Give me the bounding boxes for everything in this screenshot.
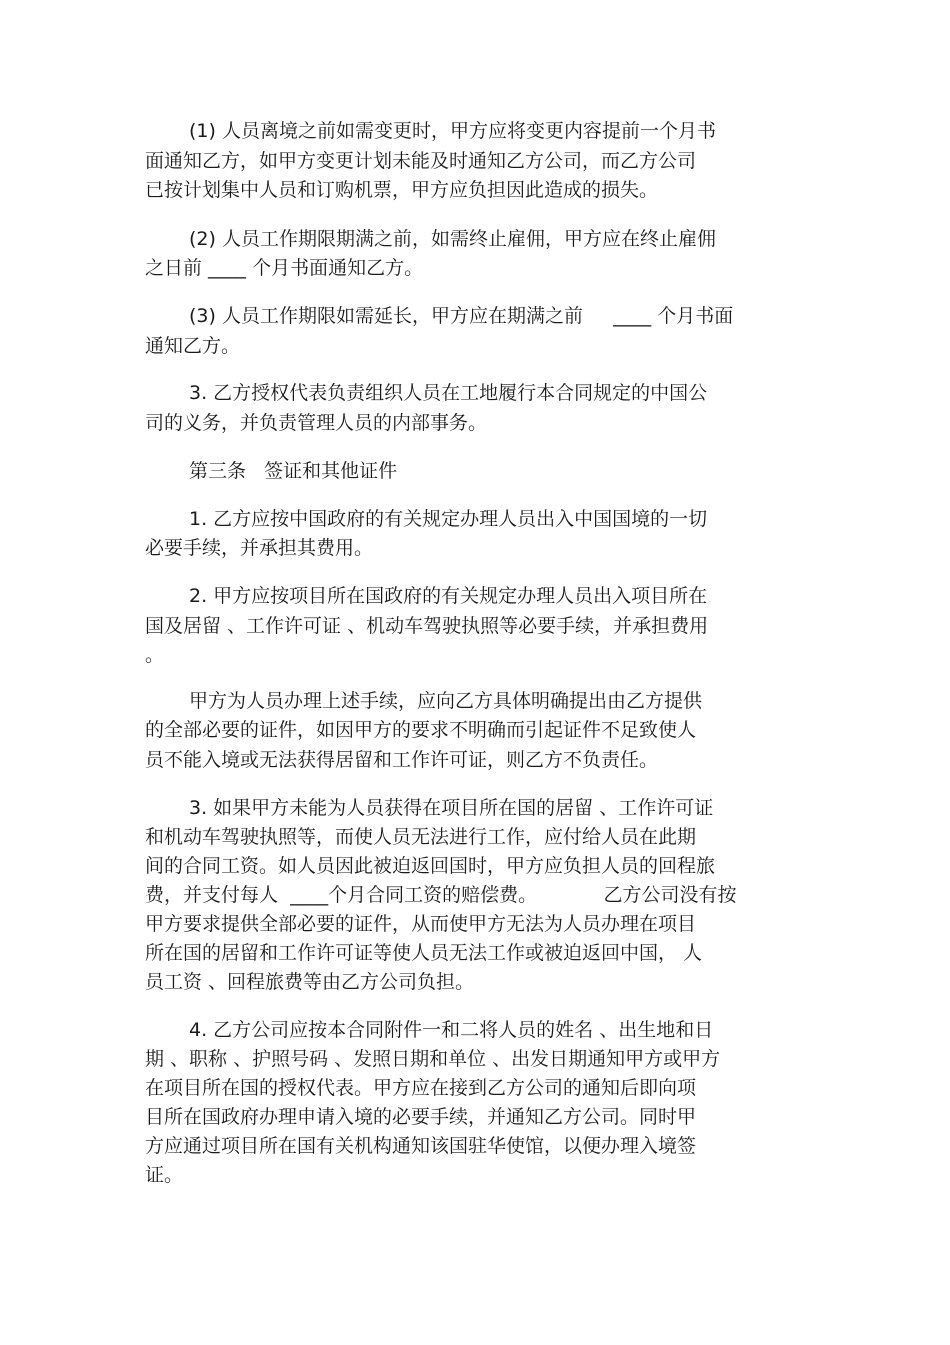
paragraph-line: 证。 (145, 1164, 184, 1186)
paragraph-line: 1. 乙方应按中国政府的有关规定办理人员出入中国国境的一切 (189, 508, 708, 530)
paragraph-line: 已按计划集中人员和订购机票，甲方应负担因此造成的损失。 (145, 179, 659, 201)
paragraph-line: 甲方为人员办理上述手续，应向乙方具体明确提出由乙方提供 (189, 690, 703, 712)
paragraph-line: 方应通过项目所在国有关机构通知该国驻华使馆，以便办理入境签 (145, 1135, 697, 1157)
paragraph-line: 之日前 ____ 个月书面通知乙方。 (145, 257, 424, 279)
paragraph-line: 在项目所在国的授权代表。甲方应在接到乙方公司的通知后即向项 (145, 1077, 697, 1099)
paragraph-line: 3. 如果甲方未能为人员获得在项目所在国的居留 、工作许可证 (189, 797, 714, 819)
paragraph-line: 4. 乙方公司应按本合同附件一和二将人员的姓名 、出生地和日 (189, 1019, 714, 1041)
paragraph-line: 期 、职称 、护照号码 、发照日期和单位 、出发日期通知甲方或甲方 (145, 1048, 721, 1070)
paragraph-line: 3. 乙方授权代表负责组织人员在工地履行本合同规定的中国公 (189, 382, 708, 404)
paragraph-line: 国及居留 、工作许可证 、机动车驾驶执照等必要手续，并承担费用 (145, 615, 709, 637)
paragraph-line: 员不能入境或无法获得居留和工作许可证，则乙方不负责任。 (145, 749, 659, 771)
paragraph-line: 和机动车驾驶执照等，而使人员无法进行工作，应付给人员在此期 (145, 826, 697, 848)
paragraph-line: (3) 人员工作期限如需延长，甲方应在期满之前 ____ 个月书面 (189, 305, 734, 327)
section-heading-text: 第三条 签证和其他证件 (189, 460, 398, 482)
paragraph-line: 通知乙方。 (145, 335, 241, 357)
paragraph-line: 所在国的居留和工作许可证等使人员无法工作或被迫返回中国， 人 (145, 942, 703, 964)
paragraph-line: (2) 人员工作期限期满之前，如需终止雇佣，甲方应在终止雇佣 (189, 228, 716, 250)
paragraph-line: 司的义务，并负责管理人员的内部事务。 (145, 412, 488, 434)
paragraph-line: 费，并支付每人 ____个月合同工资的赔偿费。 乙方公司没有按 (145, 884, 737, 906)
paragraph-line: 甲方要求提供全部必要的证件，从而使甲方无法为人员办理在项目 (145, 913, 697, 935)
paragraph-line: 间的合同工资。如人员因此被迫返回国时，甲方应负担人员的回程旅 (145, 855, 716, 877)
paragraph-line: 必要手续，并承担其费用。 (145, 537, 374, 559)
paragraph-line: 目所在国政府办理申请入境的必要手续，并通知乙方公司。同时甲 (145, 1106, 697, 1128)
paragraph-line: 员工资 、回程旅费等由乙方公司负担。 (145, 971, 475, 993)
paragraph-line: 的全部必要的证件，如因甲方的要求不明确而引起证件不足致使人 (145, 719, 697, 741)
paragraph-line: 面通知乙方，如甲方变更计划未能及时通知乙方公司，而乙方公司 (145, 150, 697, 172)
paragraph-line: 。 (145, 644, 165, 666)
paragraph-line: 2. 甲方应按项目所在国政府的有关规定办理人员出入项目所在 (189, 585, 708, 607)
paragraph-line: (1) 人员离境之前如需变更时，甲方应将变更内容提前一个月书 (189, 120, 716, 142)
